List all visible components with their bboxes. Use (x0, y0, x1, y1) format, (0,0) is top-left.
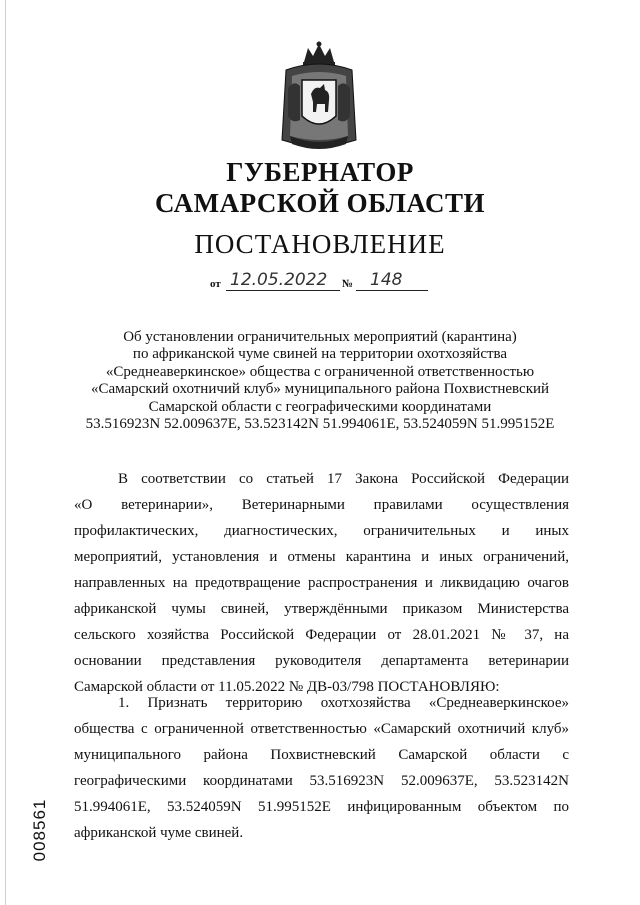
paragraph-line: В соответствии со статьей 17 Закона Российской Федерации (118, 471, 569, 487)
paragraph-line: 51.994061E, 53.524059N 51.995152E инфицированным объектом по (74, 799, 569, 815)
paragraph-line: мероприятий, установления и отмены карантина и иных ограничений, (74, 549, 569, 565)
samara-coat-of-arms-icon (278, 40, 360, 152)
paragraph-line: общества с ограниченной ответственностью «Самарский охотничий клуб» (74, 721, 569, 737)
paragraph-line: основании представления руководителя департамента ветеринарии (74, 653, 569, 669)
paragraph-line: сельского хозяйства Российской Федерации от 28.01.2021 № 37, на (74, 627, 569, 643)
scan-edge-line (5, 0, 6, 905)
date-value: 12.05.2022 (230, 270, 328, 290)
side-serial-number (30, 790, 50, 870)
date-from-label: от (210, 278, 221, 290)
title-line: по африканской чуме свиней на территории охотхозяйства (132, 346, 508, 363)
paragraph-line: «О ветеринарии», Ветеринарными правилами осуществления (74, 497, 569, 513)
title-line: «Среднеаверкинское» общества с ограниченной ответственностью (105, 363, 535, 380)
number-underline (356, 290, 428, 291)
doc-type: ПОСТАНОВЛЕНИЕ (194, 229, 446, 259)
paragraph-line: направленных на предотвращение распространения и ликвидацию очагов (74, 575, 569, 591)
header-governor: ГУБЕРНАТОР (226, 157, 414, 187)
paragraph-line: 1. Признать территорию охотхозяйства «Среднеаверкинское» (118, 695, 569, 711)
preamble-paragraph (74, 466, 569, 700)
dateline (210, 272, 440, 294)
document-title (70, 329, 570, 433)
paragraph-line: африканской чумы свиней, утверждёнными приказом Министерства (74, 601, 569, 617)
title-line: 53.516923N 52.009637E, 53.523142N 51.994061E, 53.524059N 51.995152E (85, 416, 555, 433)
paragraph-line: африканской чуме свиней. (74, 825, 244, 841)
serial-number-text: 008561 (30, 798, 49, 862)
paragraph-line: Самарской области от 11.05.2022 № ДВ-03/798 ПОСТАНОВЛЯЮ: (74, 679, 500, 695)
date-underline (226, 290, 340, 291)
paragraph-line: географическими координатами 53.516923N 52.009637E, 53.523142N (74, 773, 569, 789)
title-line: «Самарский охотничий клуб» муниципального района Похвистневский (90, 381, 550, 398)
number-value: 148 (370, 270, 403, 290)
paragraph-line: муниципального района Похвистневский Самарской области с (74, 747, 569, 763)
clause-1-paragraph (74, 690, 569, 846)
title-line: Об установлении ограничительных мероприятий (карантина) (123, 329, 517, 345)
paragraph-line: профилактических, диагностических, ограничительных и иных (74, 523, 569, 539)
title-line: Самарской области с географическими координатами (148, 398, 492, 415)
number-label: № (342, 278, 354, 290)
header-region: САМАРСКОЙ ОБЛАСТИ (154, 188, 486, 218)
